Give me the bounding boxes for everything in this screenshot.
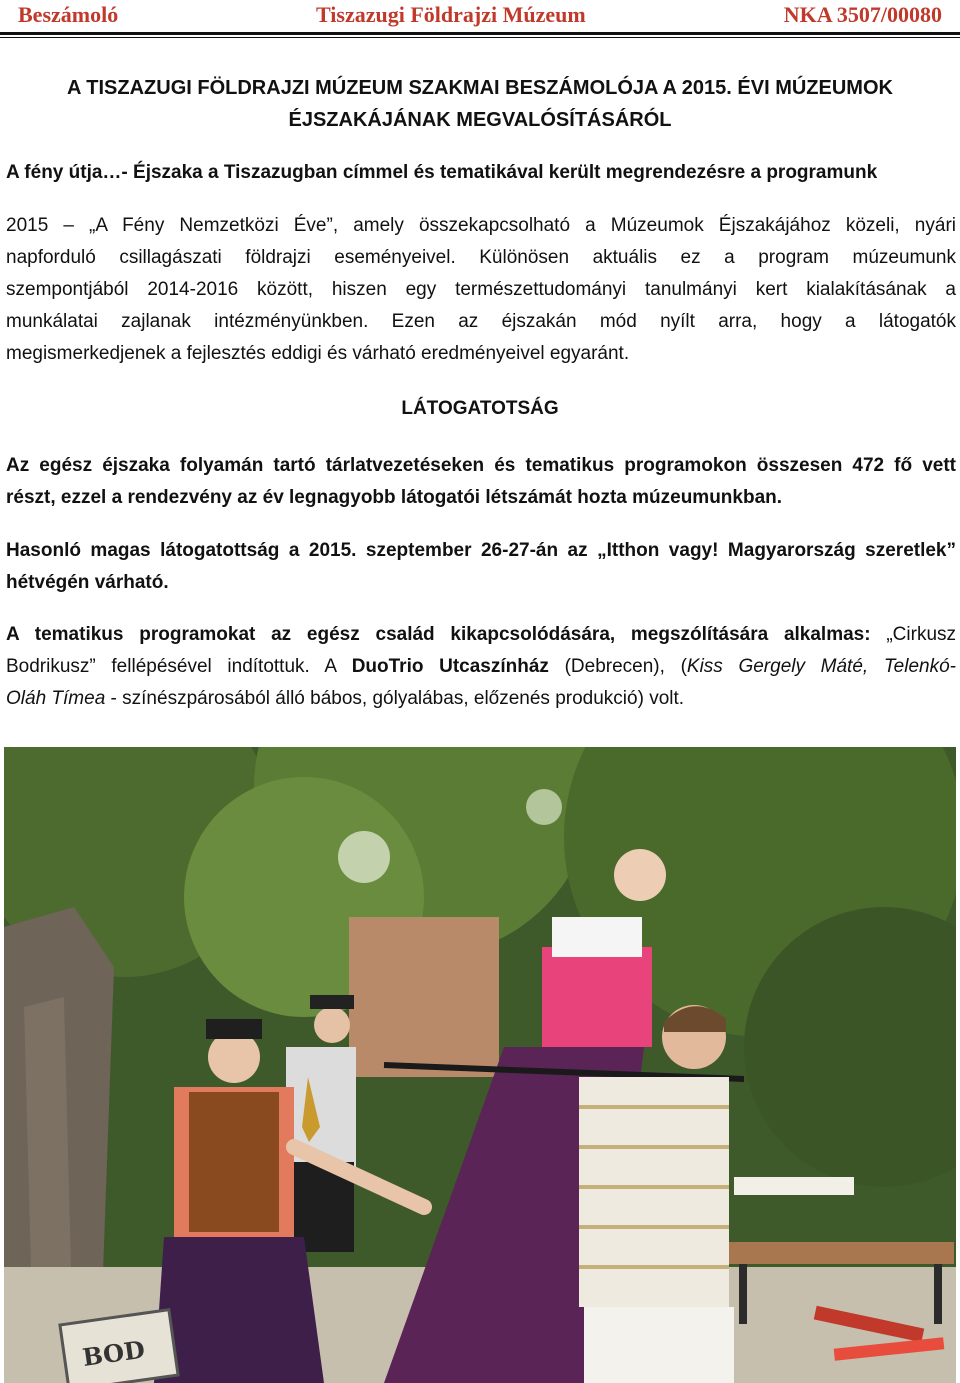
clown-vest (189, 1092, 279, 1232)
programs-line-2-b: (Debrecen), ( (548, 656, 687, 677)
stilt-walker-head (614, 849, 666, 901)
theatre-name: DuoTrio Utcaszínház (351, 656, 549, 677)
attendance-line-2: részt, ezzel a rendezvény az év legnagyobb látogatói létszámát hozta múzeumunkban. (6, 487, 783, 508)
programs-line-1-rest: „Cirkusz (886, 624, 957, 645)
document-title-line2: ÉJSZAKÁJÁNAK MEGVALÓSÍTÁSÁRÓL (288, 109, 672, 131)
attendance-line-1: Az egész éjszaka folyamán tartó tárlatvezetéseken és tematikus programokon összesen 472 fő vett (6, 455, 956, 476)
section-heading-attendance: LÁTOGATOTSÁG (401, 398, 559, 419)
header-museum-name: Tiszazugi Földrajzi Múzeum (316, 2, 586, 27)
header-grant-number: NKA 3507/00080 (783, 2, 942, 27)
programs-line-2-a: Bodrikusz” fellépésével indítottuk. A (6, 656, 352, 677)
next-event-line-1: Hasonló magas látogatottság a 2015. szeptember 26-27-án az „Itthon vagy! Magyarország szeretlek” (6, 540, 956, 561)
performers-names: Kiss Gergely Máté, Telenkó- (686, 656, 956, 677)
event-photo (4, 747, 956, 1383)
clown-hat (206, 1019, 262, 1039)
bench-seat (724, 1242, 954, 1264)
programs-line-2 (6, 651, 956, 683)
body-line-3: szempontjából 2014-2016 között, hiszen egy természettudományi tanulmányi kert kialakításának a (6, 279, 956, 300)
building-wall (349, 917, 499, 1077)
musician-head (314, 1007, 350, 1043)
sky-patch (526, 789, 562, 825)
body-line-5: megismerkedjenek a fejlesztés eddigi és várható eredményeivel egyaránt. (6, 343, 630, 364)
header-report-label: Beszámoló (18, 2, 119, 27)
stilt-walker-bodice (542, 947, 652, 1047)
event-photo-illustration (4, 747, 956, 1383)
bench-leg (934, 1264, 942, 1324)
page-header (0, 0, 960, 40)
sign-text: BOD (80, 1334, 147, 1372)
header-rule-thick (0, 32, 960, 35)
musician-hat (310, 995, 354, 1009)
man-shirt (579, 1077, 729, 1307)
bench-leg (739, 1264, 747, 1324)
programs-line-1 (6, 619, 956, 651)
programs-paragraph (6, 619, 956, 715)
attendance-paragraph (6, 450, 956, 514)
stilt-walker-blouse (552, 917, 642, 957)
intro-paragraph (6, 157, 956, 189)
performer-name-end: Oláh Tímea (6, 688, 106, 709)
intro-line: A fény útja…- Éjszaka a Tiszazugban címmel és tematikával került megrendezésre a programunk (6, 162, 878, 183)
header-rule-thin (0, 37, 960, 38)
programs-line-1-bold: A tematikus programokat az egész család kikapcsolódására, megszólítására alkalmas: (6, 624, 871, 645)
next-event-paragraph (6, 535, 956, 599)
document-title-line1: A TISZAZUGI FÖLDRAJZI MÚZEUM SZAKMAI BESZÁMOLÓJA A 2015. ÉVI MÚZEUMOK (67, 77, 893, 99)
body-line-1: 2015 – „A Fény Nemzetközi Éve”, amely összekapcsolható a Múzeumok Éjszakájához közeli, nyári (6, 215, 956, 236)
programs-line-3-rest: - színészpárosából álló bábos, gólyalábas, előzenés produkció) volt. (105, 688, 685, 709)
man-trousers (584, 1307, 734, 1383)
document-title (0, 72, 960, 136)
programs-line-3 (6, 683, 956, 715)
sky-patch (338, 831, 390, 883)
body-line-4: munkálatai zajlanak intézményünkben. Ezen az éjszakán mód nyílt arra, hogy a látogatók (6, 311, 956, 332)
body-paragraph (6, 210, 956, 370)
next-event-line-2: hétvégén várható. (6, 572, 169, 593)
clown-trousers (154, 1237, 324, 1383)
body-line-2: napforduló csillagászati földrajzi eseményeivel. Különösen aktuális ez a program múzeumunk (6, 247, 956, 268)
bench-back (734, 1177, 854, 1195)
